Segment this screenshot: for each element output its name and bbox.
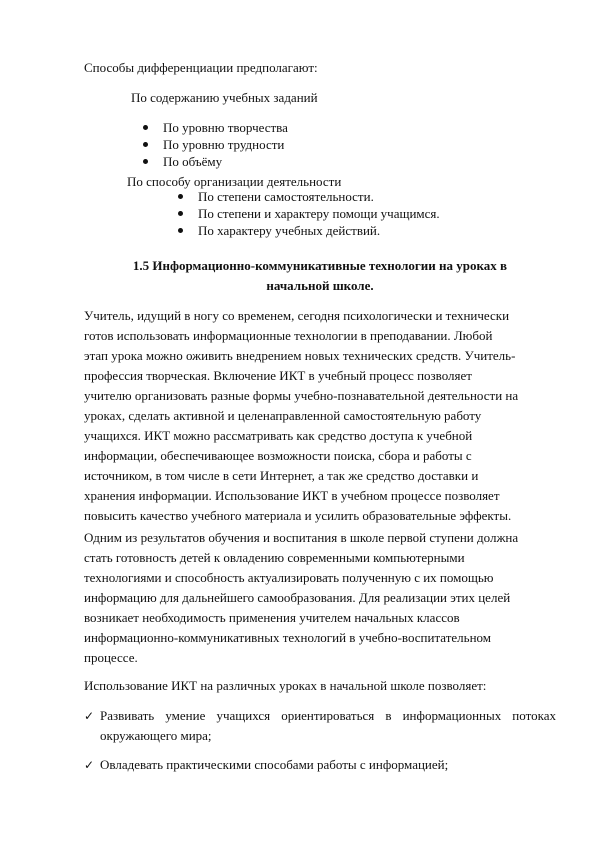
list-item: По уровню трудности [143, 136, 288, 153]
category-title-content: По содержанию учебных заданий [131, 90, 318, 105]
bullet-icon [143, 159, 148, 164]
list-item: По степени и характеру помощи учащимся. [178, 205, 440, 222]
checklist-item-1 [84, 706, 556, 746]
paragraph-line: Одним из результатов обучения и воспитания в школе первой ступени должна [84, 530, 519, 545]
paragraph-line: учителю организовать разные формы учебно-познавательной деятельности на [84, 388, 519, 403]
paragraph-line: уроках, сделать активной и целенаправленной самостоятельную работу [84, 408, 482, 423]
paragraph-line: повысить качество учебного материала и усилить образовательные эффекты. [84, 508, 512, 523]
paragraph-line: процессе. [84, 650, 138, 665]
list-item: По уровню творчества [143, 119, 288, 136]
bullet-list-organization [178, 188, 440, 239]
section-heading-line-1: 1.5 Информационно-коммуникативные технологии на уроках в [132, 258, 508, 273]
paragraph-line: стать готовность детей к овладению современными компьютерными [84, 550, 465, 565]
checklist-line: окружающего мира; [100, 728, 212, 743]
checklist-item-2 [84, 755, 556, 775]
paragraph-line: этап урока можно оживить внедрением новых технических средств. Учитель- [84, 348, 516, 363]
paragraph-line: Учитель, идущий в ногу со временем, сегодня психологически и технически [84, 308, 510, 323]
category-title-organization: По способу организации деятельности [127, 174, 342, 189]
paragraph-ict-usage [84, 676, 552, 696]
paragraph-line: хранения информации. Использование ИКТ в учебном процессе позволяет [84, 488, 500, 503]
paragraph-line: информацию для дальнейшего самообразования. Для реализации этих целей [84, 590, 511, 605]
paragraph-education-results [84, 528, 552, 668]
bullet-list-content [143, 119, 288, 170]
paragraph-line: Использование ИКТ на различных уроках в начальной школе позволяет: [84, 678, 487, 693]
list-item: По степени самостоятельности. [178, 188, 440, 205]
paragraph-line: возникает необходимость применения учителем начальных классов [84, 610, 460, 625]
paragraph-line: технологиями и способность актуализировать полученную с их помощью [84, 570, 494, 585]
bullet-icon [178, 194, 183, 199]
checklist-line: Овладевать практическими способами работы с информацией; [100, 757, 449, 772]
bullet-icon [143, 142, 148, 147]
paragraph-line: учащихся. ИКТ можно рассматривать как средство доступа к учебной [84, 428, 473, 443]
paragraph-line: профессия творческая. Включение ИКТ в учебный процесс позволяет [84, 368, 472, 383]
list-item: По характеру учебных действий. [178, 222, 440, 239]
bullet-icon [178, 211, 183, 216]
bullet-icon [143, 125, 148, 130]
paragraph-ict-teacher [84, 306, 552, 526]
list-item [84, 755, 556, 775]
bullet-icon [178, 228, 183, 233]
intro-text: Способы дифференциации предполагают: [84, 60, 318, 75]
paragraph-line: готов использовать информационные технологии в преподавании. Любой [84, 328, 493, 343]
checkmark-icon: ✓ [84, 709, 95, 723]
checkmark-icon: ✓ [84, 758, 95, 772]
paragraph-line: информационно-коммуникативных технологий в учебно-воспитательном [84, 630, 492, 645]
paragraph-line: источником, в том числе в сети Интернет, а так же средство доставки и [84, 468, 479, 483]
paragraph-line: информации, обеспечивающее возможности поиска, сбора и работы с [84, 448, 472, 463]
list-item: По объёму [143, 153, 288, 170]
checklist-line: Развивать умение учащихся ориентироваться в информационных потоках [100, 708, 556, 723]
section-heading-line-2: начальной школе. [266, 278, 374, 293]
list-item [84, 706, 556, 746]
